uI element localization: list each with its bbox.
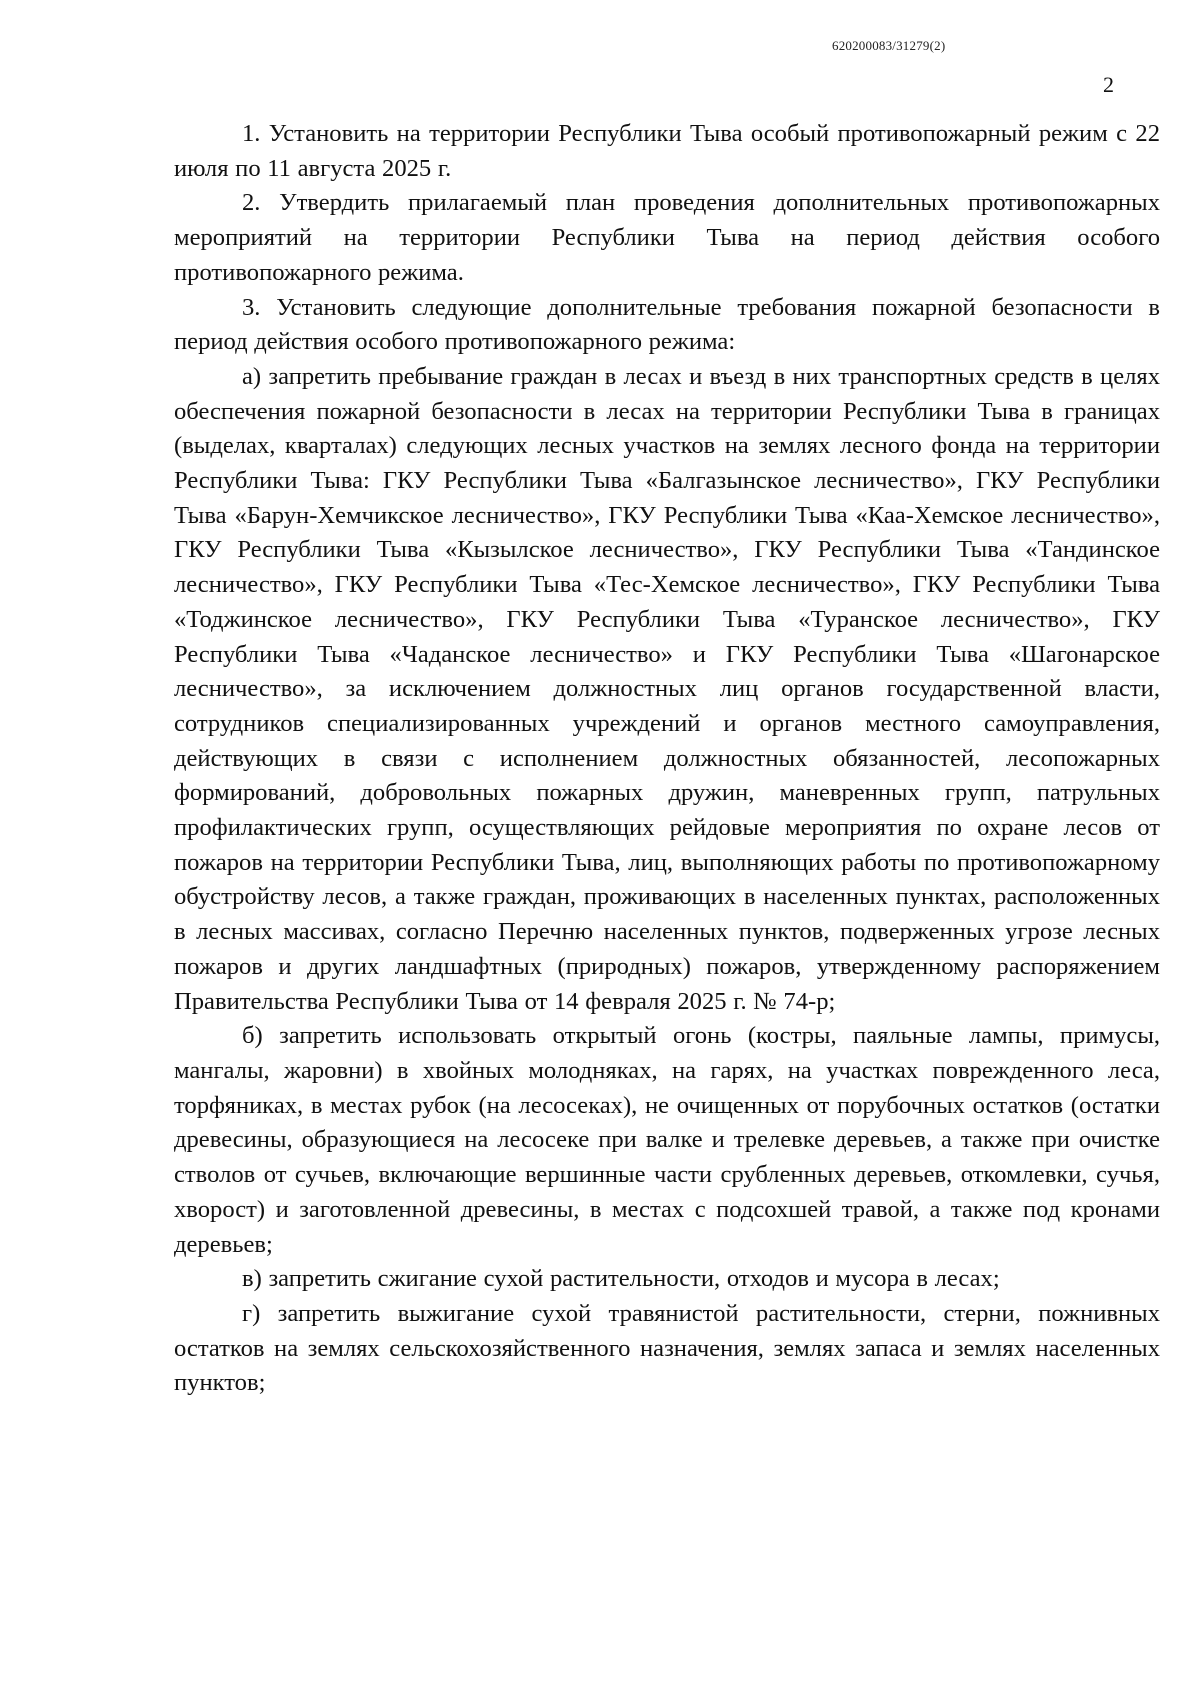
paragraph-3: 3. Установить следующие дополнительные требования пожарной безопасности в период действия особого противопожарного режима: — [174, 293, 1160, 356]
paragraph-3g: г) запретить выжигание сухой травянистой растительности, стерни, пожнивных остатков на землях сельскохозяйственного назначения, землях запаса и землях населенных пунктов; — [174, 1299, 1160, 1397]
document-body — [174, 117, 1160, 1401]
document-number: 620200083/31279(2) — [832, 38, 946, 53]
paragraph-3v: в) запретить сжигание сухой растительности, отходов и мусора в лесах; — [242, 1265, 1000, 1293]
paragraph-2: 2. Утвердить прилагаемый план проведения дополнительных противопожарных мероприятий на территории Республики Тыва на период действия особого противопожарного режима. — [174, 189, 1160, 286]
paragraph-3a: а) запретить пребывание граждан в лесах и въезд в них транспортных средств в целях обеспечения пожарной безопасности в лесах на территории Республики Тыва в границах (выделах, кварталах) следующих лесных участков на землях лесного фонда на территории Республики Тыва: ГКУ Республики Тыва «Балгазынское лесничество», ГКУ Республики Тыва «Барун-Хемчикское лесничество», ГКУ Республики Тыва «Каа-Хемское лесничество», ГКУ Республики Тыва «Кызылское лесничество», ГКУ Республики Тыва «Тандинское лесничество», ГКУ Республики Тыва «Тес-Хемское лесничество», ГКУ Республики Тыва «Тоджинское лесничество», ГКУ Республики Тыва «Туранское лесничество», ГКУ Республики Тыва «Чаданское лесничество» и ГКУ Республики Тыва «Шагонарское лесничество», за исключением должностных лиц органов государственной власти, сотрудников специализированных учреждений и органов местного самоуправления, действующих в связи с исполнением должностных обязанностей, лесопожарных формирований, добровольных пожарных дружин, маневренных групп, патрульных профилактических групп, осуществляющих рейдовые мероприятия по охране лесов от пожаров на территории Республики Тыва, лиц, выполняющих работы по противопожарному обустройству лесов, а также граждан, проживающих в населенных пунктах, расположенных в лесных массивах, согласно Перечню населенных пунктов, подверженных угрозе лесных пожаров и других ландшафтных (природных) пожаров, утвержденному распоряжением Правительства Республики Тыва от 14 февраля 2025 г. № 74-р; — [174, 362, 1160, 1015]
paragraph-3b: б) запретить использовать открытый огонь (костры, паяльные лампы, примусы, мангалы, жаровни) в хвойных молодняках, на гарях, на участках поврежденного леса, торфяниках, в местах рубок (на лесосеках), не очищенных от порубочных остатков (остатки древесины, образующиеся на лесосеке при валке и трелевке деревьев, а также при очистке стволов от сучьев, включающие вершинные части срубленных деревьев, откомлевки, сучья, хворост) и заготовленной древесины, в местах с подсохшей травой, а также под кронами деревьев; — [174, 1022, 1160, 1258]
page-number: 2 — [1103, 72, 1114, 97]
paragraph-1: 1. Установить на территории Республики Тыва особый противопожарный режим с 22 июля по 11 августа 2025 г. — [174, 120, 1160, 182]
